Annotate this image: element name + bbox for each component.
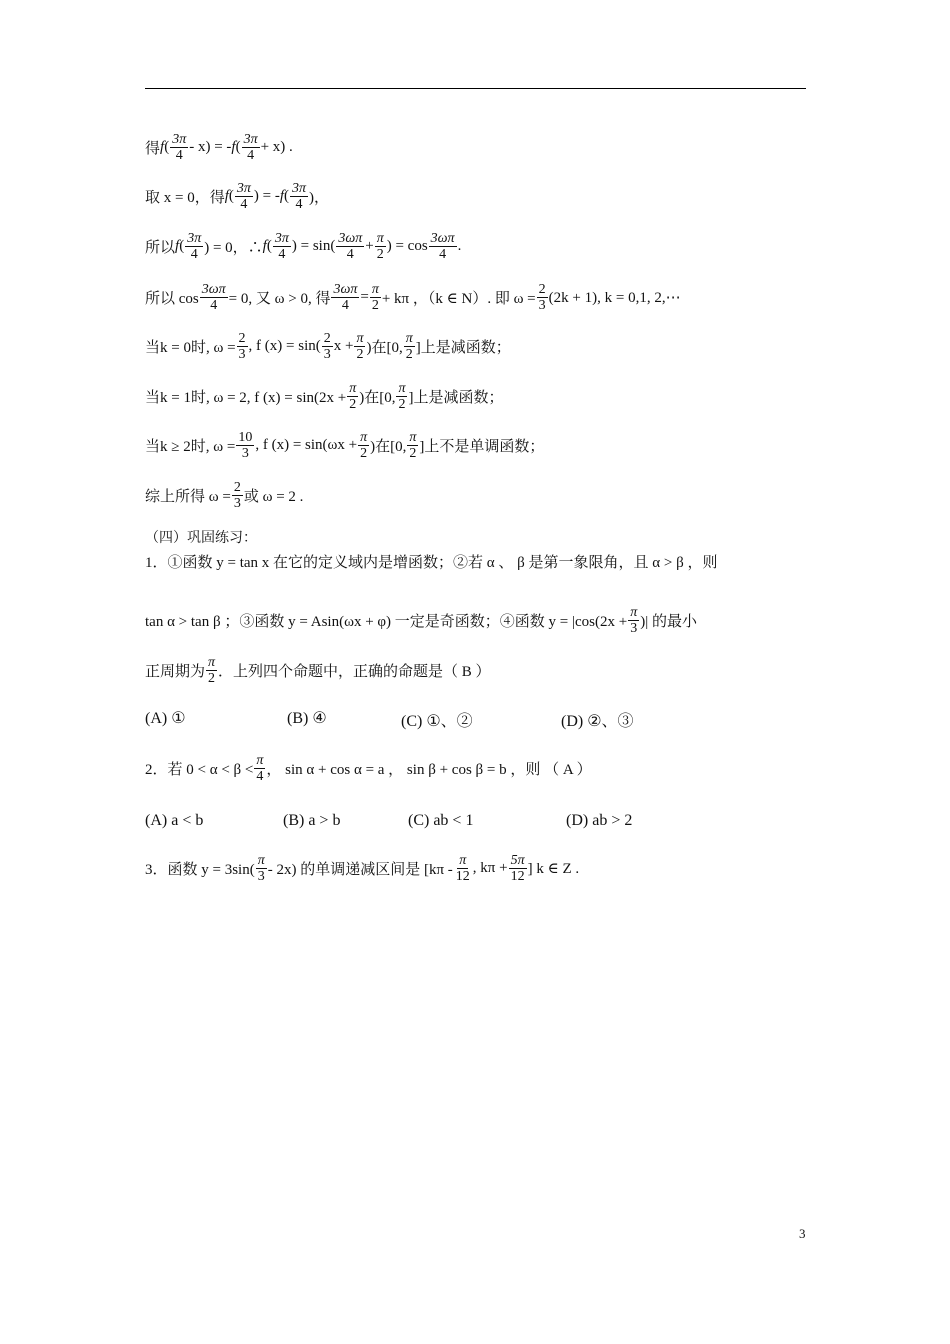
- q2-option-b: (B) a > b: [283, 812, 341, 829]
- question-1-line-3: 正周期为 $\frac{\pi}{2}$ ．上列四个命题中，正确的命题是（ B ）: [145, 655, 491, 686]
- question-2: 2．若 0 < α < β < $\frac{\pi}{4}$ ， sin α + cos α = a ， sin β + cos β = b ，则 （ A ）: [145, 753, 592, 784]
- case-k2-line: 当k ≥ 2时, ω = $\frac{10}{3}$ , f (x) = sin(ωx + $\frac{\pi}{2}$ )在[0, $\frac{\pi}{2}$ ]上不是单调函数；: [145, 430, 545, 461]
- fraction: $\frac{3\pi}{4}$: [274, 231, 289, 262]
- fraction: $\frac{\pi}{3}$: [630, 605, 638, 636]
- derivation-line-2: 取 x = 0，得 f ( $\frac{3\pi}{4}$ ) = - f ( $\frac{3\pi}{4}$ )，: [145, 181, 330, 212]
- case-k0-line: 当k = 0时, ω = $\frac{2}{3}$ , f (x) = sin( $\frac{2}{3}$ x + $\frac{\pi}{2}$ )在[0, $\frac{\pi}{2}$ ]上是减函数；: [145, 331, 511, 362]
- fraction: $\frac{3\pi}{4}$: [236, 181, 251, 212]
- page-number: 3: [799, 1226, 806, 1241]
- fraction: $\frac{\pi}{2}$: [376, 231, 384, 262]
- fraction: $\frac{\pi}{2}$: [208, 655, 216, 686]
- fraction: $\frac{3\omega\pi}{4}$: [201, 282, 226, 313]
- fraction: $\frac{\pi}{2}$: [398, 381, 406, 412]
- question-1-line-1: 1．①函数 y = tan x 在它的定义域内是增函数；②若 α 、 β 是第一象限角，且 α > β ，则: [145, 555, 718, 571]
- fraction: $\frac{\pi}{4}$: [256, 753, 264, 784]
- fraction: $\frac{3\pi}{4}$: [172, 132, 187, 163]
- section-heading: （四）巩固练习：: [145, 530, 257, 546]
- header-rule: [145, 88, 806, 89]
- fraction: $\frac{2}{3}$: [323, 331, 331, 362]
- q1-option-d: (D) ②、③: [561, 713, 634, 730]
- fraction: $\frac{2}{3}$: [233, 480, 241, 511]
- fraction: $\frac{\pi}{2}$: [405, 331, 413, 362]
- fraction: $\frac{10}{3}$: [238, 430, 253, 461]
- fraction: $\frac{2}{3}$: [238, 331, 246, 362]
- q2-option-c: (C) ab < 1: [408, 812, 474, 829]
- fraction: $\frac{3\omega\pi}{4}$: [338, 231, 363, 262]
- case-k1-line: 当k = 1时, ω = 2, f (x) = sin(2x + $\frac{\pi}{2}$ )在[0, $\frac{\pi}{2}$ ]上是减函数；: [145, 381, 504, 412]
- fraction: $\frac{\pi}{2}$: [356, 331, 364, 362]
- fraction: $\frac{3\omega\pi}{4}$: [430, 231, 455, 262]
- question-1-line-2: tan α > tan β ；③函数 y = Asin(ωx + φ) 一定是奇函数；④函数 y = |cos(2x + $\frac{\pi}{3}$ )| 的最小: [145, 605, 697, 636]
- q1-option-c: (C) ①、②: [401, 713, 473, 730]
- fraction: $\frac{5\pi}{12}$: [510, 853, 525, 884]
- q2-option-a: (A) a < b: [145, 812, 204, 829]
- fraction: $\frac{\pi}{3}$: [257, 853, 265, 884]
- fraction: $\frac{\pi}{2}$: [409, 430, 417, 461]
- question-3: 3．函数 y = 3sin( $\frac{\pi}{3}$ - 2x) 的单调递减区间是 [kπ - $\frac{\pi}{12}$ , kπ + $\frac{5\pi}{12}$ ] k ∈ Z .: [145, 853, 580, 884]
- fraction: $\frac{\pi}{2}$: [371, 282, 379, 313]
- fraction: $\frac{\pi}{12}$: [455, 853, 470, 884]
- q2-option-d: (D) ab > 2: [566, 812, 633, 829]
- fraction: $\frac{3\pi}{4}$: [292, 181, 307, 212]
- derivation-line-1: 得 f ( $\frac{3\pi}{4}$ - x) = - f ( $\frac{3\pi}{4}$ + x) .: [145, 132, 293, 163]
- fraction: $\frac{\pi}{2}$: [360, 430, 368, 461]
- fraction: $\frac{3\pi}{4}$: [187, 231, 202, 262]
- derivation-line-3: 所以 f ( $\frac{3\pi}{4}$ ) = 0，∴ f ( $\frac{3\pi}{4}$ ) = sin( $\frac{3\omega\pi}{4}$ + $\frac{\pi}{2}$ ) = cos $\frac{3\omega\pi}{4}$ .: [145, 231, 462, 262]
- fraction: $\frac{2}{3}$: [538, 282, 546, 313]
- derivation-line-4: 所以 cos $\frac{3\omega\pi}{4}$ = 0, 又 ω > 0, 得 $\frac{3\omega\pi}{4}$ = $\frac{\pi}{2}$ + kπ ，（k ∈ N）. 即 ω = $\frac{2}{3}$ (2k + 1), k = 0,1, 2,⋯: [145, 282, 681, 313]
- fraction: $\frac{3\omega\pi}{4}$: [333, 282, 358, 313]
- fraction: $\frac{3\pi}{4}$: [243, 132, 258, 163]
- q1-option-a: (A) ①: [145, 710, 186, 727]
- fraction: $\frac{\pi}{2}$: [349, 381, 357, 412]
- q1-option-b: (B) ④: [287, 710, 327, 727]
- conclusion-line: 综上所得 ω = $\frac{2}{3}$ 或 ω = 2 .: [145, 480, 304, 511]
